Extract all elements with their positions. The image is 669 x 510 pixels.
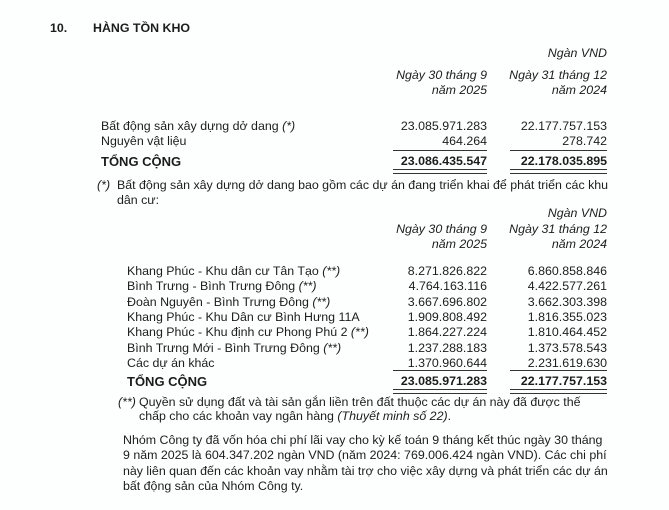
subtotal-line (393, 150, 487, 151)
double-underline (510, 389, 607, 394)
subtotal-line (510, 370, 607, 371)
note-text: dân cư: (117, 193, 160, 207)
section-number: 10. (50, 21, 68, 35)
col1-header-line1: Ngày 30 tháng 9 (396, 68, 487, 82)
paragraph-line: 9 năm 2025 là 604.347.202 ngàn VND (năm 2024: 769.006.424 ngàn VND). Các chi phí (123, 448, 607, 462)
note-text: chấp cho các khoản vay ngân hàng (Thuyết minh số 22). (139, 409, 452, 423)
total-value-2025: 23.085.971.283 (400, 374, 487, 388)
col2-header-line1: Ngày 31 tháng 12 (509, 68, 607, 82)
table-row-value-2024: 4.422.577.261 (527, 279, 607, 294)
paragraph-line: này liên quan đến các khoản vay nhằm tài trợ cho việc xây dựng và phát triển các dự án (123, 464, 608, 478)
table-row-value-2025: 8.271.826.822 (407, 264, 487, 278)
section-title: HÀNG TỒN KHO (93, 21, 191, 35)
table-row-label: Bình Trưng - Bình Trưng Đông (**) (127, 279, 317, 294)
subtotal-line (510, 150, 607, 151)
table-row-label: Khang Phúc - Khu dân cư Tân Tạo (**) (127, 264, 341, 278)
total-value-2024: 22.177.757.153 (520, 374, 607, 388)
total-label: TỔNG CỘNG (127, 374, 208, 389)
total-value-2025: 23.086.435.547 (400, 154, 487, 168)
col1-header-line2: năm 2025 (431, 237, 487, 251)
unit-label: Ngàn VND (547, 206, 607, 220)
table-row-value-2024: 22.177.757.153 (520, 119, 607, 133)
paragraph-line: Nhóm Công ty đã vốn hóa chi phí lãi vay cho kỳ kế toán 9 tháng kết thúc ngày 30 tháng (123, 433, 603, 447)
table-row-value-2025: 23.085.971.283 (400, 119, 487, 133)
table-row-value-2024: 1.373.578.543 (527, 340, 607, 355)
table-row-value-2025: 1.909.808.492 (407, 309, 487, 324)
table-row-value-2025: 1.237.288.183 (407, 340, 487, 355)
col2-header-line2: năm 2024 (551, 83, 607, 97)
table-row-value-2024: 1.816.355.023 (527, 309, 607, 324)
col1-header-line1: Ngày 30 tháng 9 (396, 222, 487, 236)
table-row-label: Đoàn Nguyên - Bình Trưng Đông (**) (127, 294, 331, 309)
col2-header-line2: năm 2024 (551, 237, 607, 251)
table-row-value-2025: 1.370.960.644 (407, 355, 487, 370)
col1-header-line2: năm 2025 (431, 83, 487, 97)
note-reference: (Thuyết minh số 22) (337, 409, 448, 423)
double-underline (393, 169, 487, 174)
table-row-label: Bất động sản xây dựng dở dang (*) (101, 119, 296, 133)
note-text: Quyền sử dụng đất và tài sản gắn liền trên đất thuộc các dự án này đã được thế (139, 395, 581, 409)
double-underline (393, 389, 487, 394)
table-row-value-2024: 278.742 (562, 134, 607, 148)
table-row-value-2025: 3.667.696.802 (407, 294, 487, 309)
total-label: TỔNG CỘNG (101, 154, 182, 169)
table-row-value-2025: 1.864.227.224 (407, 325, 487, 340)
table-row-value-2025: 464.264 (442, 134, 487, 148)
note-marker: (**) (118, 395, 136, 409)
double-underline (510, 169, 607, 174)
table-row-label: Nguyên vật liệu (101, 134, 187, 148)
table-row-value-2024: 3.662.303.398 (527, 294, 607, 309)
unit-label: Ngàn VND (547, 46, 607, 60)
table-row-label: Bình Trưng Mới - Bình Trưng Đông (**) (127, 340, 342, 355)
col2-header-line1: Ngày 31 tháng 12 (509, 222, 607, 236)
table-row-label: Khang Phúc - Khu định cư Phong Phú 2 (**) (127, 325, 369, 340)
note-text: Bất động sản xây dựng dở dang bao gồm các dự án đang triển khai để phát triển các khu (117, 178, 609, 192)
table-row-label: Khang Phúc - Khu Dân cư Bình Hưng 11A (127, 309, 360, 324)
total-value-2024: 22.178.035.895 (520, 154, 607, 168)
table-row-label: Các dự án khác (127, 355, 215, 370)
paragraph-line: bất động sản của Nhóm Công ty. (123, 479, 304, 493)
table-row-value-2024: 2.231.619.630 (527, 355, 607, 370)
note-marker: (*) (97, 178, 111, 192)
table-row-value-2024: 1.810.464.452 (527, 325, 607, 340)
table-row-value-2025: 4.764.163.116 (408, 279, 487, 294)
subtotal-line (393, 370, 487, 371)
table-row-value-2024: 6.860.858.846 (527, 264, 607, 278)
